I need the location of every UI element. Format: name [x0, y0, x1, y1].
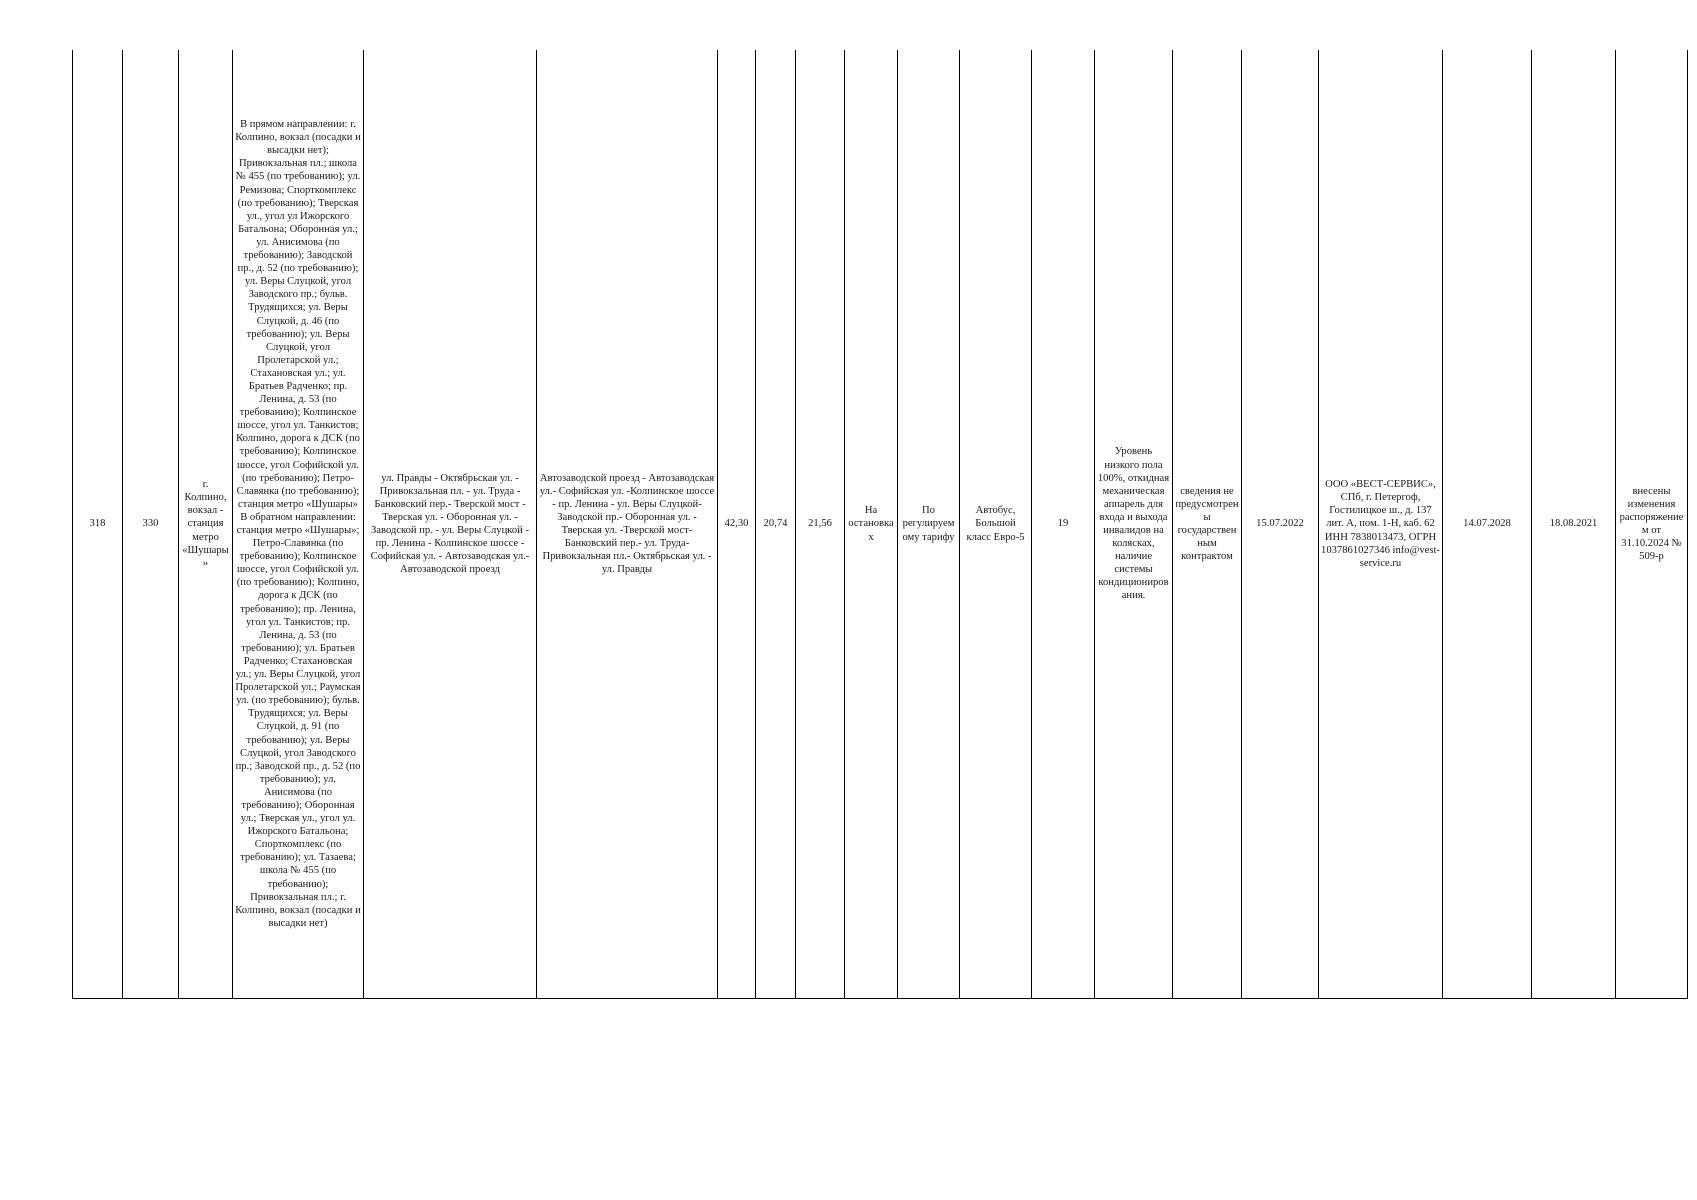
table-row [73, 50, 1688, 999]
end-date-cell: 14.07.2028 [1443, 50, 1532, 999]
vehicle-count-cell: 19 [1032, 50, 1095, 999]
vehicle-cell: Автобус, Большой класс Евро-5 [960, 50, 1032, 999]
streets-forward-cell: ул. Правды - Октябрьская ул. - Привокзальная пл. - ул. Труда - Банковский пер.- Тверской мост - Тверская ул. - Оборонная ул. - Заводской пр. - ул. Веры Слуцкой - пр. Ленина - Колпинское шоссе - Софийская ул. - Автозаводская ул.- Автозаводской проезд [364, 50, 537, 999]
streets-backward-cell: Автозаводской проезд - Автозаводская ул.- Софийская ул. -Колпинское шоссе - пр. Ленина - ул. Веры Слуцкой- Заводской пр.- Оборонная ул. - Тверская ул. -Тверской мост- Банковский пер.- ул. Труда- Привокзальная пл.- Октябрьская ул. - ул. Правды [537, 50, 718, 999]
stop-order-cell: На остановках [845, 50, 898, 999]
tariff-cell: По регулируемому тарифу [898, 50, 960, 999]
characteristics-cell: Уровень низкого пола 100%, откидная механическая аппарель для входа и выхода инвалидов на колясках, наличие системы кондиционирования. [1095, 50, 1173, 999]
length-backward-cell: 20,74 [756, 50, 796, 999]
registry-date-cell: 18.08.2021 [1532, 50, 1616, 999]
changes-cell: внесены изменения распоряжением от 31.10.2024 № 509-р [1616, 50, 1688, 999]
carrier-cell: ООО «ВЕСТ-СЕРВИС», СПб, г. Петергоф, Гостилицкое ш., д. 137 лит. А, пом. 1-Н, каб. 62 ИНН 7838013473, ОГРН 1037861027346 info@vest-service.ru [1319, 50, 1443, 999]
reg-number-cell: 318 [73, 50, 123, 999]
route-registry-table [72, 50, 1688, 999]
length-forward-cell: 42,30 [718, 50, 756, 999]
length-total-cell: 21,56 [796, 50, 845, 999]
route-name-cell: г. Колпино, вокзал - станция метро «Шушары» [179, 50, 233, 999]
start-date-cell: 15.07.2022 [1242, 50, 1319, 999]
route-number-cell: 330 [123, 50, 179, 999]
contract-cell: сведения не предусмотрены государственным контрактом [1173, 50, 1242, 999]
stops-cell: В прямом направлении: г. Колпино, вокзал (посадки и высадки нет); Привокзальная пл.; школа № 455 (по требованию); ул. Ремизова; Спорткомплекс (по требованию); Тверская ул., угол ул Ижорского Батальона; Оборонная ул.; ул. Анисимова (по требованию); Заводской пр., д. 52 (по требованию); ул. Веры Слуцкой, угол Заводского пр.; бульв. Трудящихся; ул. Веры Слуцкой, д. 46 (по требованию); ул. Веры Слуцкой, угол Пролетарской ул.; Стахановская ул.; ул. Братьев Радченко; пр. Ленина, д. 53 (по требованию); Колпинское шоссе, угол ул. Танкистов; Колпино, дорога к ДСК (по требованию); Колпинское шоссе, угол Софийской ул. (по требованию); Петро-Славянка (по требованию); станция метро «Шушары» В обратном направлении: станция метро «Шушары»; Петро-Славянка (по требованию); Колпинское шоссе, угол Софийской ул. (по требованию); Колпино, дорога к ДСК (по требованию); пр. Ленина, угол ул. Танкистов; пр. Ленина, д. 53 (по требованию); ул. Братьев Радченко; Стахановская ул.; ул. Веры Слуцкой, угол Пролетарской ул.; Раумская ул. (по требованию); бульв. Трудящихся; ул. Веры Слуцкой, д. 91 (по требованию); ул. Веры Слуцкой, угол Заводского пр.; Заводской пр., д. 52 (по требованию); ул. Анисимова (по требованию); Оборонная ул.; Тверская ул., угол ул. Ижорского Батальона; Спорткомплекс (по требованию); ул. Тазаева; школа № 455 (по требованию); Привокзальная пл.; г. Колпино, вокзал (посадки и высадки нет) [233, 50, 364, 999]
